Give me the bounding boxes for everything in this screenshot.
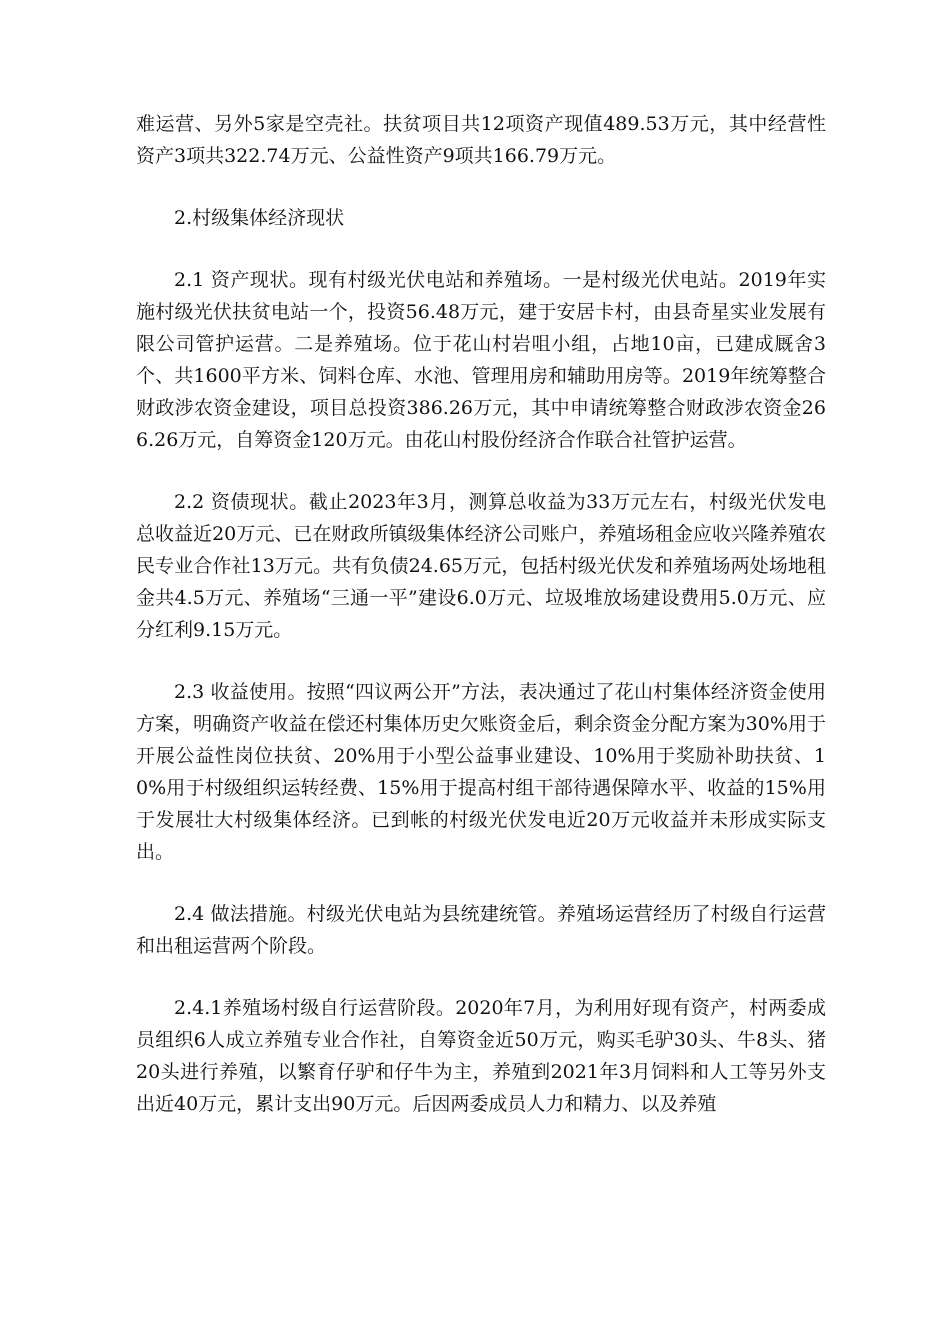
document-page [136, 108, 826, 1120]
paragraph-2-4-measures: 2.4 做法措施。村级光伏电站为县统建统管。养殖场运营经历了村级自行运营和出租运营两个阶段。 [136, 903, 826, 957]
paragraph-2-4-1-self-operation: 2.4.1养殖场村级自行运营阶段。2020年7月，为利用好现有资产，村两委成员组织6人成立养殖专业合作社，自筹资金近50万元，购买毛驴30头、牛8头、猪20头进行养殖，以繁育仔驴和仔牛为主，养殖到2021年3月饲料和人工等另外支出近40万元，累计支出90万元。后因两委成员人力和精力、以及养殖 [136, 997, 826, 1115]
paragraph-2-1-assets: 2.1 资产现状。现有村级光伏电站和养殖场。一是村级光伏电站。2019年实施村级光伏扶贫电站一个，投资56.48万元，建于安居卡村，由县奇星实业发展有限公司管护运营。二是养殖场。位于花山村岩咀小组，占地10亩，已建成厩舍3个、共1600平方米、饲料仓库、水池、管理用房和辅助用房等。2019年统筹整合财政涉农资金建设，项目总投资386.26万元，其中申请统筹整合财政涉农资金266.26万元，自筹资金120万元。由花山村股份经济合作联合社管护运营。 [136, 269, 826, 451]
paragraph-2-2-liabilities: 2.2 资债现状。截止2023年3月，测算总收益为33万元左右，村级光伏发电总收益近20万元、已在财政所镇级集体经济公司账户，养殖场租金应收兴隆养殖农民专业合作社13万元。共有负债24.65万元，包括村级光伏发和养殖场两处场地租金共4.5万元、养殖场“三通一平”建设6.0万元、垃圾堆放场建设费用5.0万元、应分红利9.15万元。 [136, 491, 826, 641]
section-heading-collective-economy: 2.村级集体经济现状 [174, 207, 345, 229]
paragraph-2-3-income-use: 2.3 收益使用。按照“四议两公开”方法，表决通过了花山村集体经济资金使用方案，明确资产收益在偿还村集体历史欠账资金后，剩余资金分配方案为30%用于开展公益性岗位扶贫、20%用于小型公益事业建设、10%用于奖励补助扶贫、10%用于村级组织运转经费、15%用于提高村组干部待遇保障水平、收益的15%用于发展壮大村级集体经济。已到帐的村级光伏发电近20万元收益并未形成实际支出。 [136, 681, 826, 863]
paragraph-assets-summary: 难运营、另外5家是空壳社。扶贫项目共12项资产现值489.53万元，其中经营性资产3项共322.74万元、公益性资产9项共166.79万元。 [136, 113, 826, 167]
